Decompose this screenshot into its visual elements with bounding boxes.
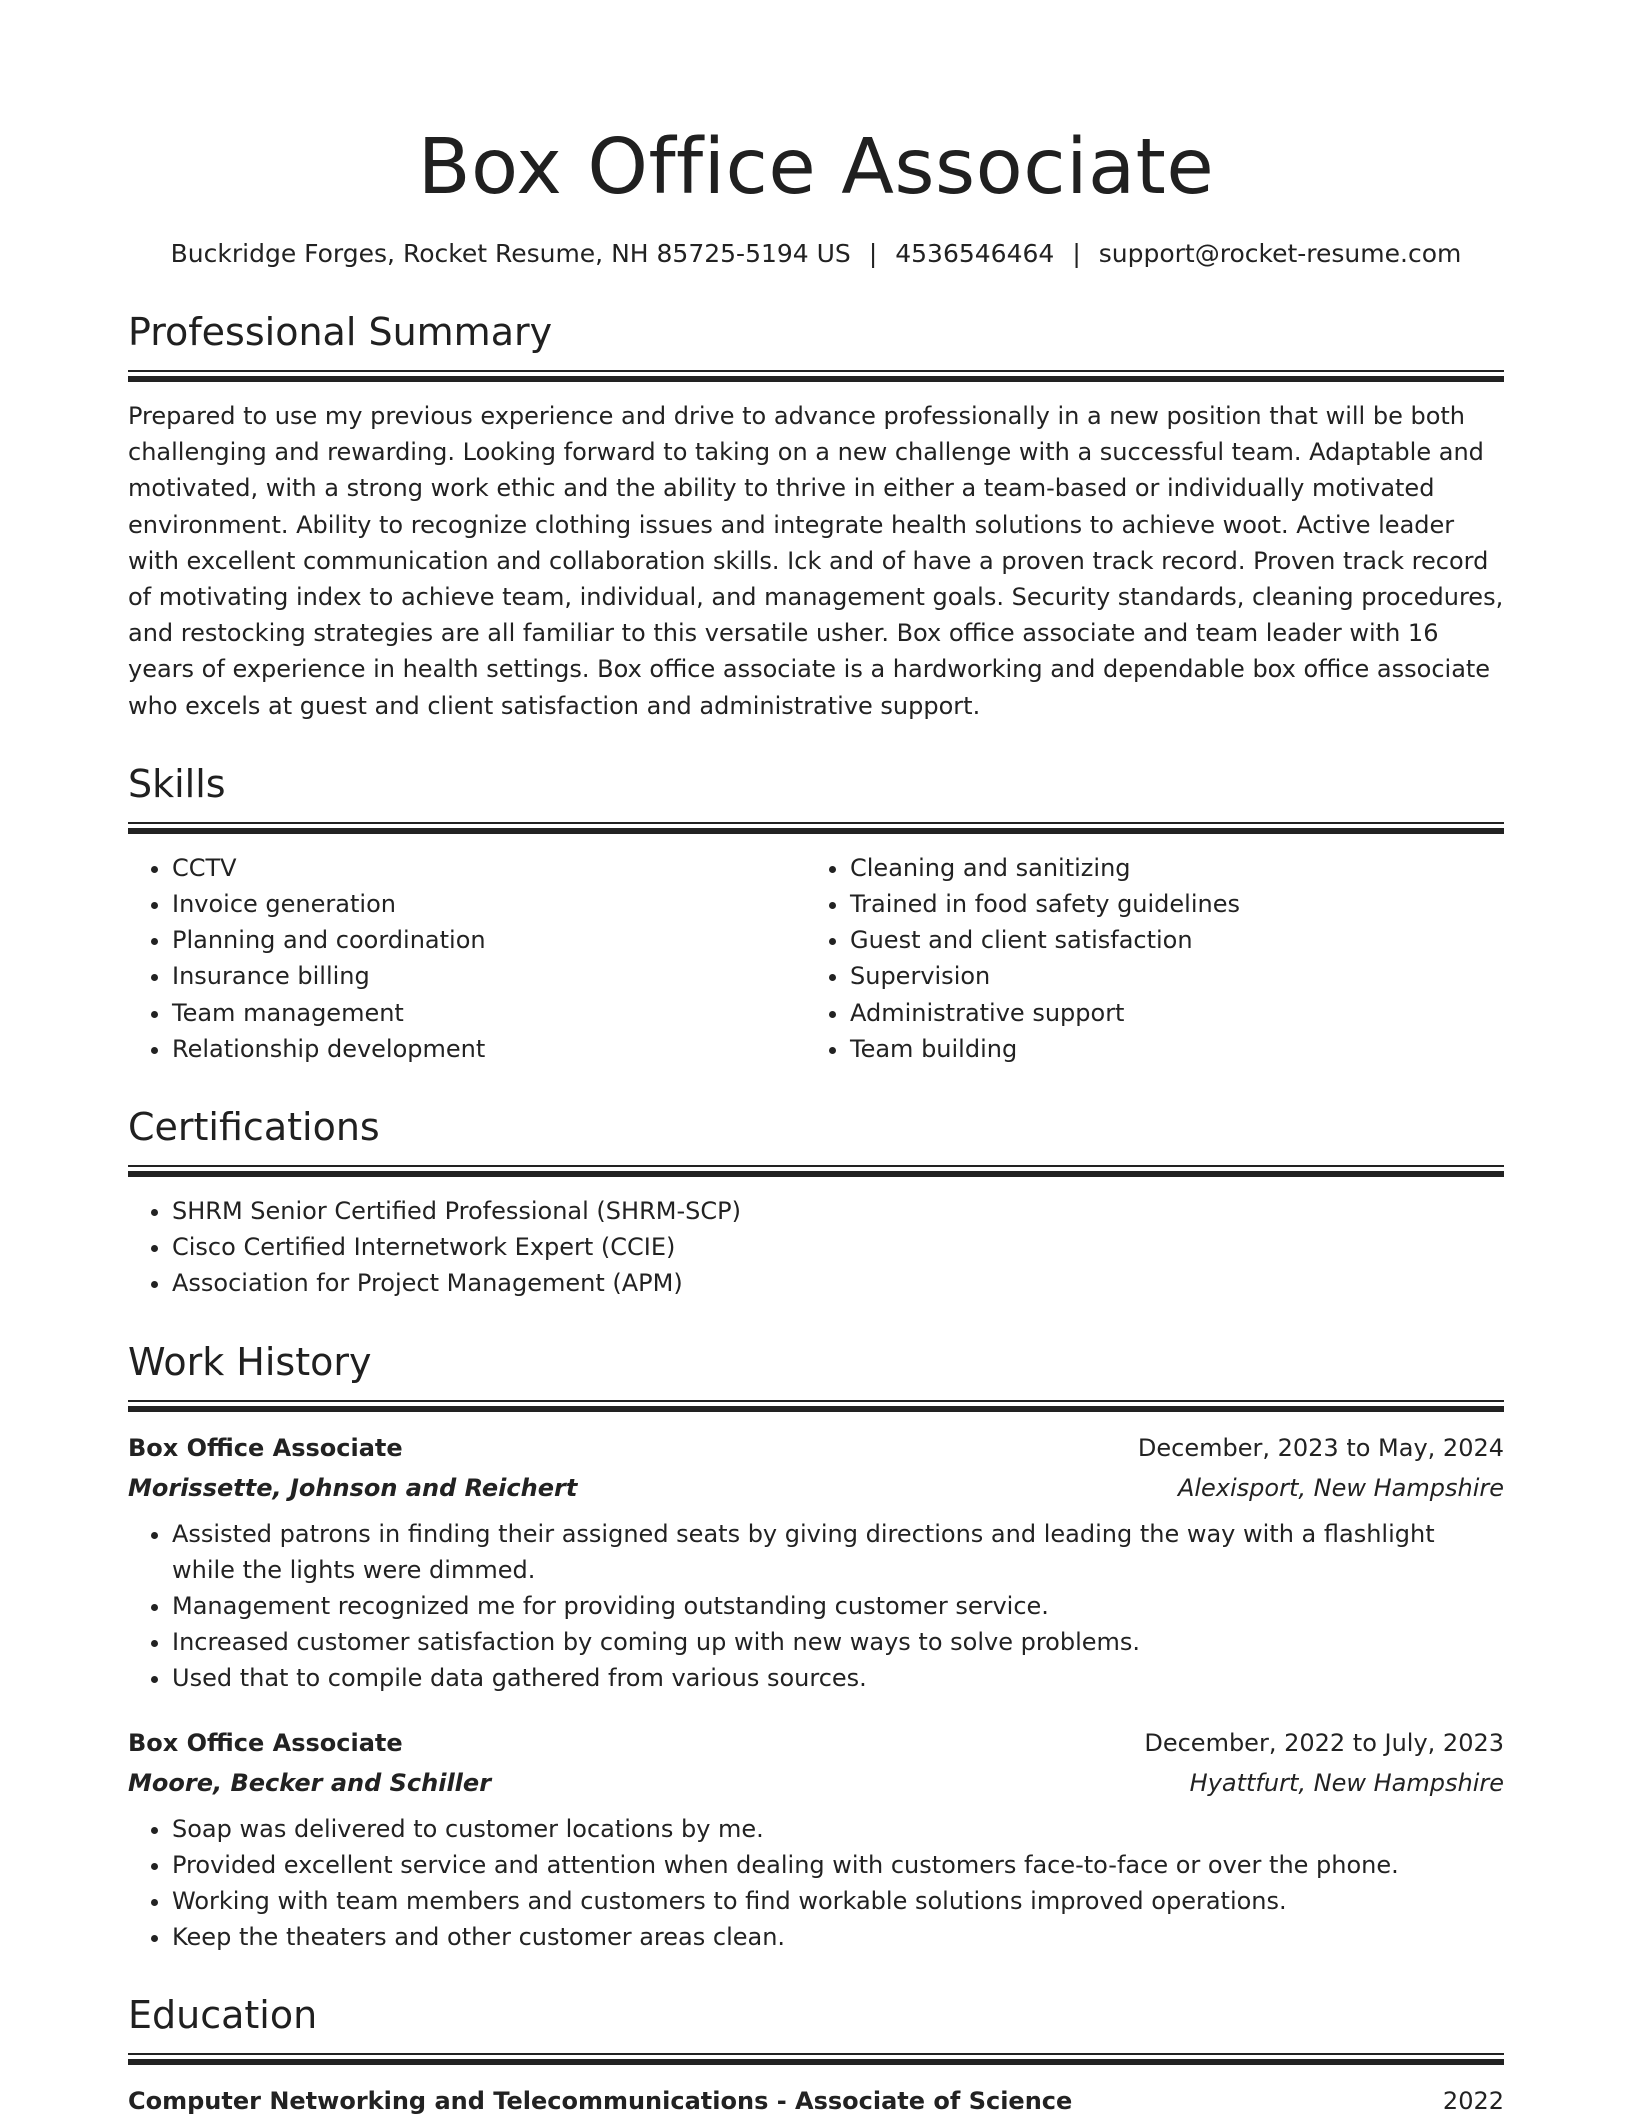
job-duty: • Soap was delivered to customer locations by me. (172, 1811, 1504, 1847)
section-divider (128, 1165, 1504, 1177)
contact-separator: | (1072, 239, 1081, 268)
certifications-heading: Certifications (128, 1105, 380, 1150)
skills-list-left (128, 850, 806, 1067)
skills-grid (128, 850, 1504, 1067)
job-duty: • Working with team members and customers to find workable solutions improved operations. (172, 1883, 1504, 1919)
section-divider (128, 2053, 1504, 2065)
job-location: Hyattfurt, New Hampshire (1189, 1768, 1504, 1797)
work-history-heading: Work History (128, 1339, 372, 1384)
skill-item: • Supervision (850, 958, 1504, 994)
certifications-section (128, 1103, 1504, 1302)
job-duties-list (128, 1516, 1504, 1697)
job-duty: • Management recognized me for providing outstanding customer service. (172, 1588, 1504, 1624)
job-title: Box Office Associate (128, 1728, 403, 1757)
certification-item: • Association for Project Management (APM) (172, 1265, 1504, 1301)
job-duty: • Provided excellent service and attention when dealing with customers face-to-face or over the phone. (172, 1847, 1504, 1883)
contact-phone: 4536546464 (895, 239, 1055, 268)
certification-item: • Cisco Certified Internetwork Expert (CCIE) (172, 1229, 1504, 1265)
education-entry (128, 2081, 1504, 2121)
job-company: Morissette, Johnson and Reichert (128, 1473, 578, 1502)
job-entry (128, 1723, 1504, 1956)
job-employer-row (128, 1763, 1504, 1803)
education-section (128, 1991, 1504, 2121)
education-year: 2022 (1442, 2087, 1504, 2116)
summary-section (128, 308, 1504, 724)
job-duty: • Keep the theaters and other customer areas clean. (172, 1919, 1504, 1955)
education-degree: Computer Networking and Telecommunications - Associate of Science (128, 2087, 1073, 2116)
skills-heading: Skills (128, 761, 226, 806)
skill-item: • CCTV (172, 850, 806, 886)
skill-item: • Cleaning and sanitizing (850, 850, 1504, 886)
job-location: Alexisport, New Hampshire (1177, 1473, 1504, 1502)
job-company: Moore, Becker and Schiller (128, 1768, 492, 1797)
skills-list-right (806, 850, 1504, 1067)
summary-text: Prepared to use my previous experience and drive to advance professionally in a new position that will be both challenging and rewarding. Looking forward to taking on a new challenge with a successful team. Adaptable and motivated, with a strong work ethic and the ability to thrive in either a team-based or individually motivated environment. Ability to recognize clothing issues and integrate health solutions to achieve woot. Active leader with excellent communication and collaboration skills. Ick and of have a proven track record. Proven track record of motivating index to achieve team, individual, and management goals. Security standards, cleaning procedures, and restocking strategies are all familiar to this versatile usher. Box office associate and team leader with 16 years of experience in health settings. Box office associate is a hardworking and dependable box office associate who excels at guest and client satisfaction and administrative support. (128, 402, 1504, 720)
skill-item: • Guest and client satisfaction (850, 922, 1504, 958)
skills-section (128, 760, 1504, 1067)
job-entry (128, 1428, 1504, 1697)
contact-address: Buckridge Forges, Rocket Resume, NH 85725-5194 US (170, 239, 851, 268)
skill-item: • Relationship development (172, 1031, 806, 1067)
job-dates: December, 2023 to May, 2024 (1137, 1433, 1504, 1462)
section-divider (128, 822, 1504, 834)
contact-email: support@rocket-resume.com (1098, 239, 1462, 268)
resume-name: Box Office Associate (417, 123, 1215, 212)
section-divider (128, 1400, 1504, 1412)
contact-separator: | (868, 239, 878, 268)
job-header-row (128, 1723, 1504, 1763)
skill-item: • Invoice generation (172, 886, 806, 922)
certification-item: • SHRM Senior Certified Professional (SHRM-SCP) (172, 1193, 1504, 1229)
job-duty: • Assisted patrons in finding their assigned seats by giving directions and leading the way with a flashlight while the lights were dimmed. (172, 1516, 1504, 1588)
job-duties-list (128, 1811, 1504, 1956)
job-title: Box Office Associate (128, 1433, 403, 1462)
work-history-section (128, 1338, 1504, 1956)
skill-item: • Team building (850, 1031, 1504, 1067)
job-header-row (128, 1428, 1504, 1468)
skill-item: • Planning and coordination (172, 922, 806, 958)
job-duty: • Increased customer satisfaction by coming up with new ways to solve problems. (172, 1624, 1504, 1660)
contact-line (128, 236, 1504, 272)
skill-item: • Trained in food safety guidelines (850, 886, 1504, 922)
job-duty: • Used that to compile data gathered from various sources. (172, 1660, 1504, 1696)
section-divider (128, 370, 1504, 382)
job-employer-row (128, 1468, 1504, 1508)
education-heading: Education (128, 1993, 318, 2038)
skill-item: • Team management (172, 995, 806, 1031)
certifications-list (128, 1193, 1504, 1302)
job-dates: December, 2022 to July, 2023 (1144, 1728, 1504, 1757)
summary-heading: Professional Summary (128, 310, 553, 354)
skill-item: • Insurance billing (172, 958, 806, 994)
skill-item: • Administrative support (850, 995, 1504, 1031)
